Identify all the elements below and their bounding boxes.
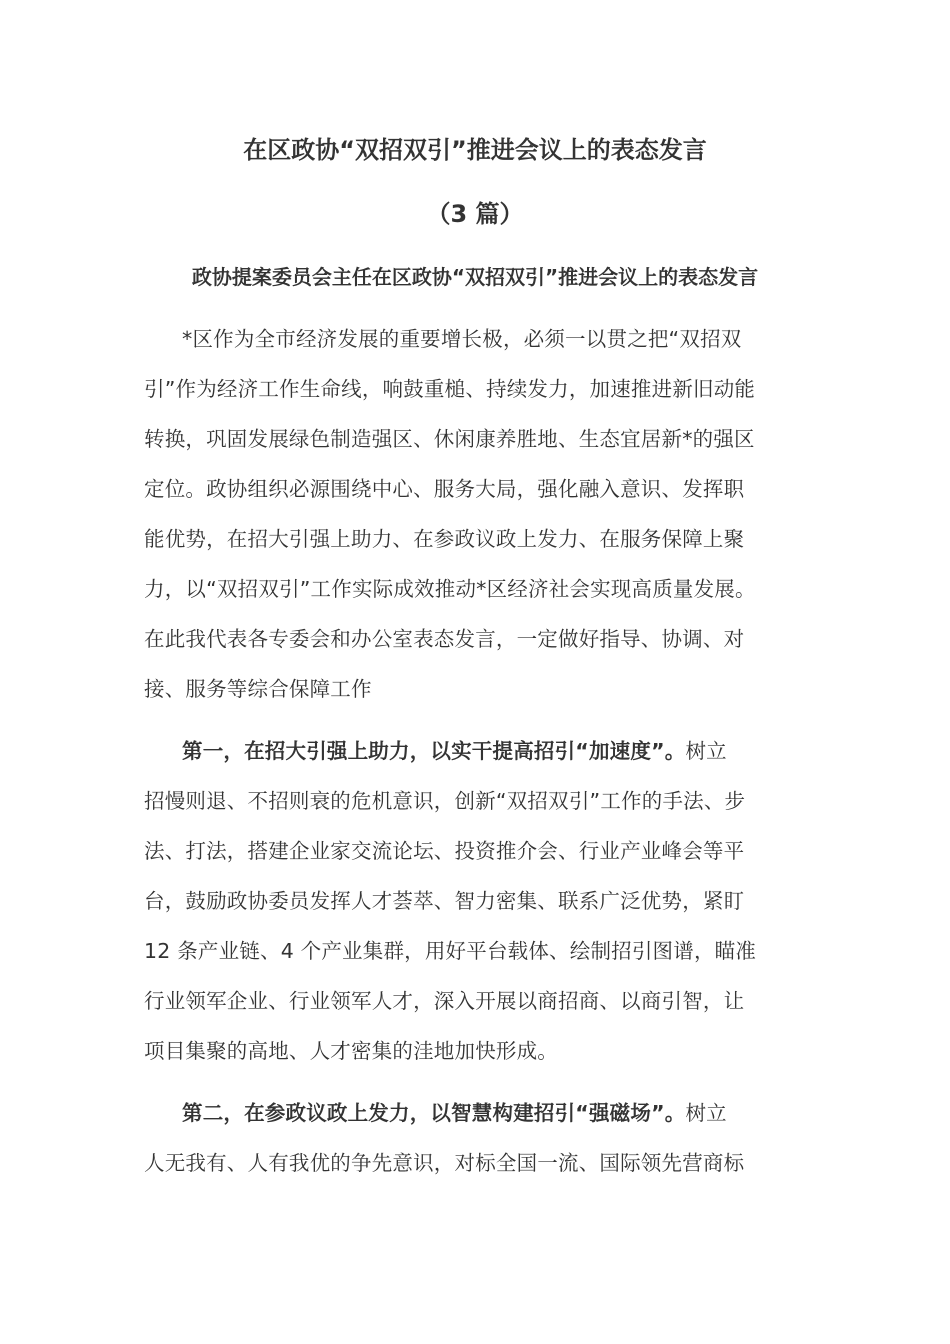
paragraph-1-line: *区作为全市经济发展的重要增长极，必须一以贯之把“双招双 xyxy=(182,327,742,351)
paragraph-3-heading: 第二，在参政议政上发力，以智慧构建招引“强磁场”。 xyxy=(182,1101,686,1125)
document-title-count: （3 篇） xyxy=(426,200,524,228)
paragraph-1-line: 在此我代表各专委会和办公室表态发言，一定做好指导、协调、对 xyxy=(144,627,745,651)
document-title: 在区政协“双招双引”推进会议上的表态发言 xyxy=(243,136,707,164)
paragraph-3-first-line xyxy=(182,1098,808,1128)
paragraph-1-line: 能优势，在招大引强上助力、在参政议政上发力、在服务保障上聚 xyxy=(144,527,745,551)
paragraph-3-line: 人无我有、人有我优的争先意识，对标全国一流、国际领先营商标 xyxy=(144,1151,745,1175)
paragraph-2-line: 台，鼓励政协委员发挥人才荟萃、智力密集、联系广泛优势，紧盯 xyxy=(144,889,745,913)
paragraph-2-line: 行业领军企业、行业领军人才，深入开展以商招商、以商引智，让 xyxy=(144,989,745,1013)
paragraph-1-line: 引”作为经济工作生命线，响鼓重槌、持续发力，加速推进新旧动能 xyxy=(144,377,756,401)
paragraph-1-line: 接、服务等综合保障工作 xyxy=(144,677,372,701)
paragraph-2-line: 法、打法，搭建企业家交流论坛、投资推介会、行业产业峰会等平 xyxy=(144,839,745,863)
paragraph-2-line: 项目集聚的高地、人才密集的洼地加快形成。 xyxy=(144,1039,558,1063)
paragraph-2-first-line xyxy=(182,736,808,766)
paragraph-1-line: 转换，巩固发展绿色制造强区、休闲康养胜地、生态宜居新*的强区 xyxy=(144,427,755,451)
paragraph-3-first-tail: 树立 xyxy=(685,1101,727,1125)
article-subtitle: 政协提案委员会主任在区政协“双招双引”推进会议上的表态发言 xyxy=(191,265,759,289)
paragraph-2-heading: 第一，在招大引强上助力，以实干提高招引“加速度”。 xyxy=(182,739,686,763)
paragraph-2-line: 12 条产业链、4 个产业集群，用好平台载体、绘制招引图谱，瞄准 xyxy=(144,939,757,963)
paragraph-2-first-tail: 树立 xyxy=(685,739,727,763)
paragraph-2-line: 招慢则退、不招则衰的危机意识，创新“双招双引”工作的手法、步 xyxy=(144,789,746,813)
paragraph-1-line: 定位。政协组织必源围绕中心、服务大局，强化融入意识、发挥职 xyxy=(144,477,745,501)
paragraph-1-line: 力，以“双招双引”工作实际成效推动*区经济社会实现高质量发展。 xyxy=(144,577,756,601)
